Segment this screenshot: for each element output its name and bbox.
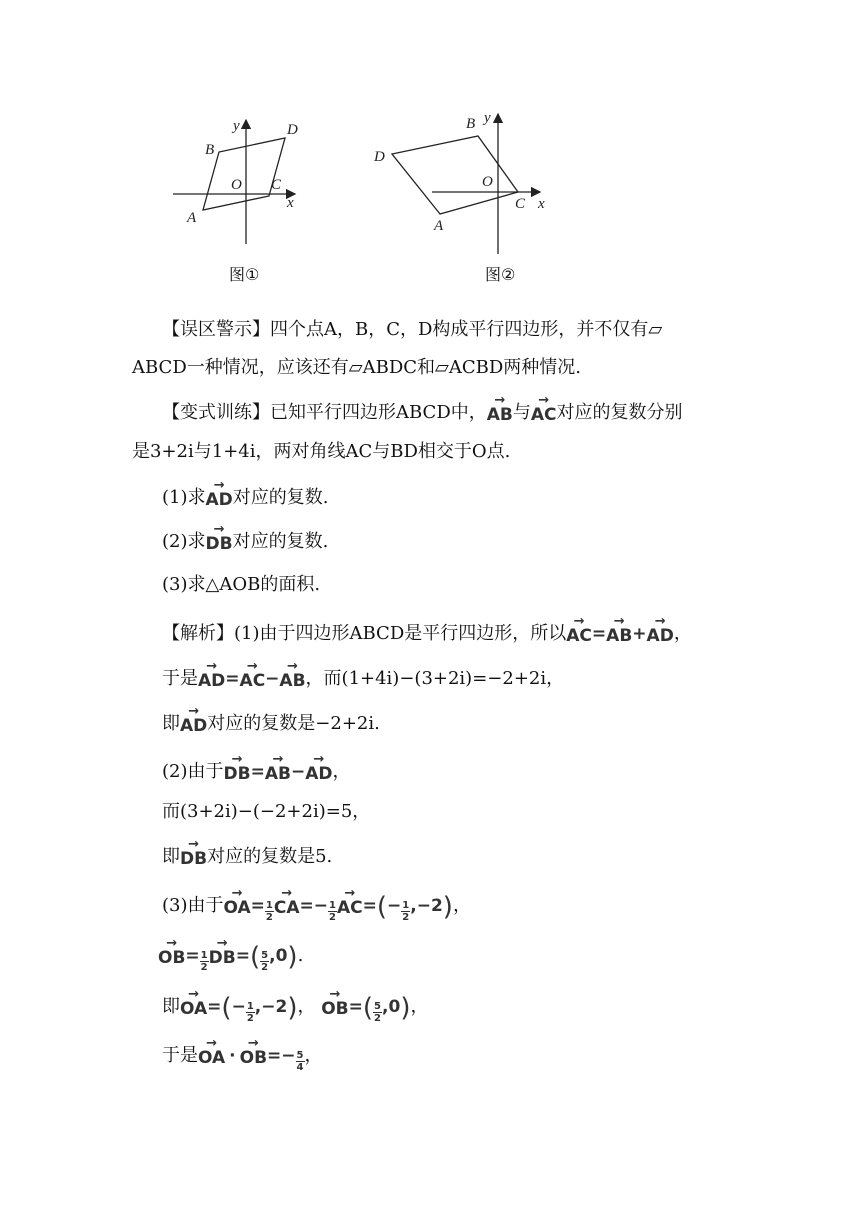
neg-sign: − bbox=[387, 896, 402, 916]
right-paren: ) bbox=[442, 892, 453, 922]
fig2-label-d: D bbox=[374, 149, 385, 165]
fig2-label-y: y bbox=[484, 110, 491, 126]
value-zero: 0 bbox=[388, 997, 401, 1017]
vector-ob: → OB bbox=[321, 993, 348, 1021]
figure-1-caption: 图① bbox=[229, 265, 260, 284]
solution-line-3 bbox=[162, 710, 380, 738]
separator: , bbox=[410, 896, 417, 916]
question-3: (3)求△AOB的面积. bbox=[162, 574, 321, 595]
plus-sign: + bbox=[632, 624, 647, 644]
vector-oa: → OA bbox=[198, 1042, 225, 1070]
warning-tag: 【误区警示】 bbox=[162, 319, 270, 340]
q2-text-b: 对应的复数. bbox=[232, 531, 329, 552]
vector-ob: → OB bbox=[158, 942, 185, 970]
eq-sign: = bbox=[185, 946, 200, 966]
question-2 bbox=[162, 528, 328, 556]
left-paren: ( bbox=[376, 892, 388, 922]
fig2-label-x: x bbox=[538, 196, 545, 212]
eq-sign: = bbox=[235, 946, 250, 966]
q2-text-a: (2)求 bbox=[162, 531, 206, 552]
warning-line-1 bbox=[162, 318, 662, 342]
value-zero: 0 bbox=[275, 946, 288, 966]
period: . bbox=[297, 945, 304, 966]
eq-sign: = bbox=[250, 762, 265, 782]
exercise-line-1 bbox=[162, 399, 683, 427]
vector-ab: → AB bbox=[279, 665, 305, 693]
solution-line-6 bbox=[162, 843, 332, 871]
comma: ， bbox=[673, 623, 692, 644]
fraction-half: $\frac{1}{2}$ bbox=[329, 900, 336, 923]
fig1-label-d: D bbox=[287, 122, 298, 138]
left-paren: ( bbox=[221, 993, 232, 1023]
vector-db: → DB bbox=[206, 528, 233, 556]
fig1-label-x: x bbox=[287, 195, 294, 211]
comma: ， bbox=[410, 996, 429, 1017]
fig2-label-b: B bbox=[466, 116, 476, 132]
separator: , bbox=[382, 997, 389, 1017]
figure-2 bbox=[370, 106, 560, 256]
dot-operator: · bbox=[229, 1046, 236, 1066]
s1-text-d: 即 bbox=[162, 713, 180, 734]
comma: ， bbox=[452, 895, 471, 916]
left-paren: ( bbox=[249, 942, 261, 972]
s3-text-c: 于是 bbox=[162, 1045, 198, 1066]
solution-line-7 bbox=[162, 892, 471, 923]
s1-text-b: 于是 bbox=[162, 668, 198, 689]
fraction-five-halves: $\frac{5}{2}$ bbox=[261, 950, 269, 973]
s2-text-c: 即 bbox=[162, 846, 180, 867]
comma: ， bbox=[304, 1045, 323, 1066]
value-neg-2: −2 bbox=[261, 997, 288, 1017]
vector-ad: → AD bbox=[206, 484, 233, 512]
separator: , bbox=[269, 946, 276, 966]
fraction-five-fourths: $\frac{5}{4}$ bbox=[296, 1050, 304, 1073]
warning-text-1: 四个点A，B，C，D构成平行四边形，并不仅有▱ bbox=[270, 319, 663, 340]
neg-sign: − bbox=[281, 1046, 296, 1066]
exercise-text-1b: 与 bbox=[512, 402, 531, 423]
right-paren: ) bbox=[287, 942, 298, 972]
fig1-label-b: B bbox=[205, 142, 215, 158]
s3-text-b: 即 bbox=[162, 996, 180, 1017]
exercise-text-1c: 对应的复数分别 bbox=[556, 402, 683, 423]
right-paren: ) bbox=[400, 993, 411, 1023]
vector-db: → DB bbox=[209, 942, 236, 970]
solution-line-10 bbox=[162, 1042, 323, 1073]
eq-sign: = bbox=[250, 896, 265, 916]
vector-oa: → OA bbox=[180, 993, 207, 1021]
fig2-label-a: A bbox=[434, 218, 444, 234]
vector-ac: → AC bbox=[531, 399, 557, 427]
exercise-line-2: 是3+2i与1+4i，两对角线AC与BD相交于O点. bbox=[132, 441, 511, 462]
minus-sign: − bbox=[290, 762, 306, 782]
neg-sign: − bbox=[231, 997, 246, 1017]
eq-sign: = bbox=[591, 624, 607, 644]
vector-ac: → AC bbox=[337, 892, 363, 920]
solution-line-8 bbox=[158, 942, 303, 973]
eq-sign: = bbox=[267, 1046, 282, 1066]
solution-line-9 bbox=[162, 993, 428, 1024]
vector-db: → DB bbox=[224, 758, 251, 786]
vector-ad: → AD bbox=[647, 620, 674, 648]
fig1-label-o: O bbox=[231, 177, 242, 193]
right-paren: ) bbox=[287, 993, 298, 1023]
vector-ob: → OB bbox=[240, 1042, 267, 1070]
vector-ac: → AC bbox=[566, 620, 592, 648]
solution-line-1 bbox=[162, 620, 692, 648]
s1-text-a: (1)由于四边形ABCD是平行四边形，所以 bbox=[234, 623, 567, 644]
vector-ad: → AD bbox=[305, 758, 332, 786]
exercise-tag: 【变式训练】 bbox=[162, 402, 270, 423]
separator: , bbox=[254, 997, 262, 1017]
eq-sign: = bbox=[348, 997, 363, 1017]
vector-db: → DB bbox=[180, 843, 207, 871]
fraction-half: $\frac{1}{2}$ bbox=[200, 950, 208, 973]
eq-sign: = bbox=[207, 997, 222, 1017]
comma: ， bbox=[332, 761, 351, 782]
vector-ab: → AB bbox=[606, 620, 632, 648]
vector-ad: → AD bbox=[198, 665, 225, 693]
s1-text-e: 对应的复数是−2+2i. bbox=[207, 713, 380, 734]
value-neg-2: −2 bbox=[416, 896, 443, 916]
s3-text-a: (3)由于 bbox=[162, 895, 224, 916]
fraction-half: $\frac{1}{2}$ bbox=[246, 1001, 254, 1024]
vector-ad: → AD bbox=[180, 710, 207, 738]
fig2-label-c: C bbox=[515, 196, 526, 212]
left-paren: ( bbox=[362, 993, 374, 1023]
vector-oa: → OA bbox=[224, 892, 251, 920]
fraction-five-halves: $\frac{5}{2}$ bbox=[374, 1001, 382, 1024]
eq-sign: = bbox=[362, 896, 377, 916]
s2-text-d: 对应的复数是5. bbox=[207, 846, 333, 867]
figure-1 bbox=[165, 112, 315, 252]
solution-tag: 【解析】 bbox=[162, 623, 234, 644]
s2-text-a: (2)由于 bbox=[162, 761, 224, 782]
warning-line-2: ABCD一种情况，应该还有▱ABDC和▱ACBD两种情况. bbox=[132, 357, 582, 378]
fraction-half: $\frac{1}{2}$ bbox=[265, 900, 273, 923]
vector-ac: → AC bbox=[240, 665, 266, 693]
fig1-label-c: C bbox=[271, 177, 282, 193]
vector-ab: → AB bbox=[265, 758, 291, 786]
fraction-half: $\frac{1}{2}$ bbox=[402, 900, 410, 923]
vector-ca: → CA bbox=[274, 892, 300, 920]
minus-sign: − bbox=[265, 669, 280, 689]
solution-line-2 bbox=[162, 665, 564, 693]
figure-2-caption: 图② bbox=[485, 265, 516, 284]
fig2-label-o: O bbox=[482, 174, 493, 190]
eq-sign: = bbox=[299, 896, 314, 916]
q1-text-a: (1)求 bbox=[162, 487, 206, 508]
question-1 bbox=[162, 484, 329, 512]
eq-sign: = bbox=[225, 669, 240, 689]
q1-text-b: 对应的复数. bbox=[232, 487, 329, 508]
s1-text-c: ，而(1+4i)−(3+2i)=−2+2i， bbox=[305, 668, 565, 689]
solution-line-4 bbox=[162, 758, 350, 786]
neg-sign: − bbox=[313, 896, 329, 916]
fig1-label-a: A bbox=[187, 210, 197, 226]
vector-ab: → AB bbox=[487, 399, 513, 427]
solution-line-5: 而(3+2i)−(−2+2i)=5， bbox=[162, 801, 371, 822]
exercise-text-1a: 已知平行四边形ABCD中， bbox=[270, 402, 487, 423]
comma: ， bbox=[297, 996, 316, 1017]
fig1-label-y: y bbox=[233, 118, 240, 134]
